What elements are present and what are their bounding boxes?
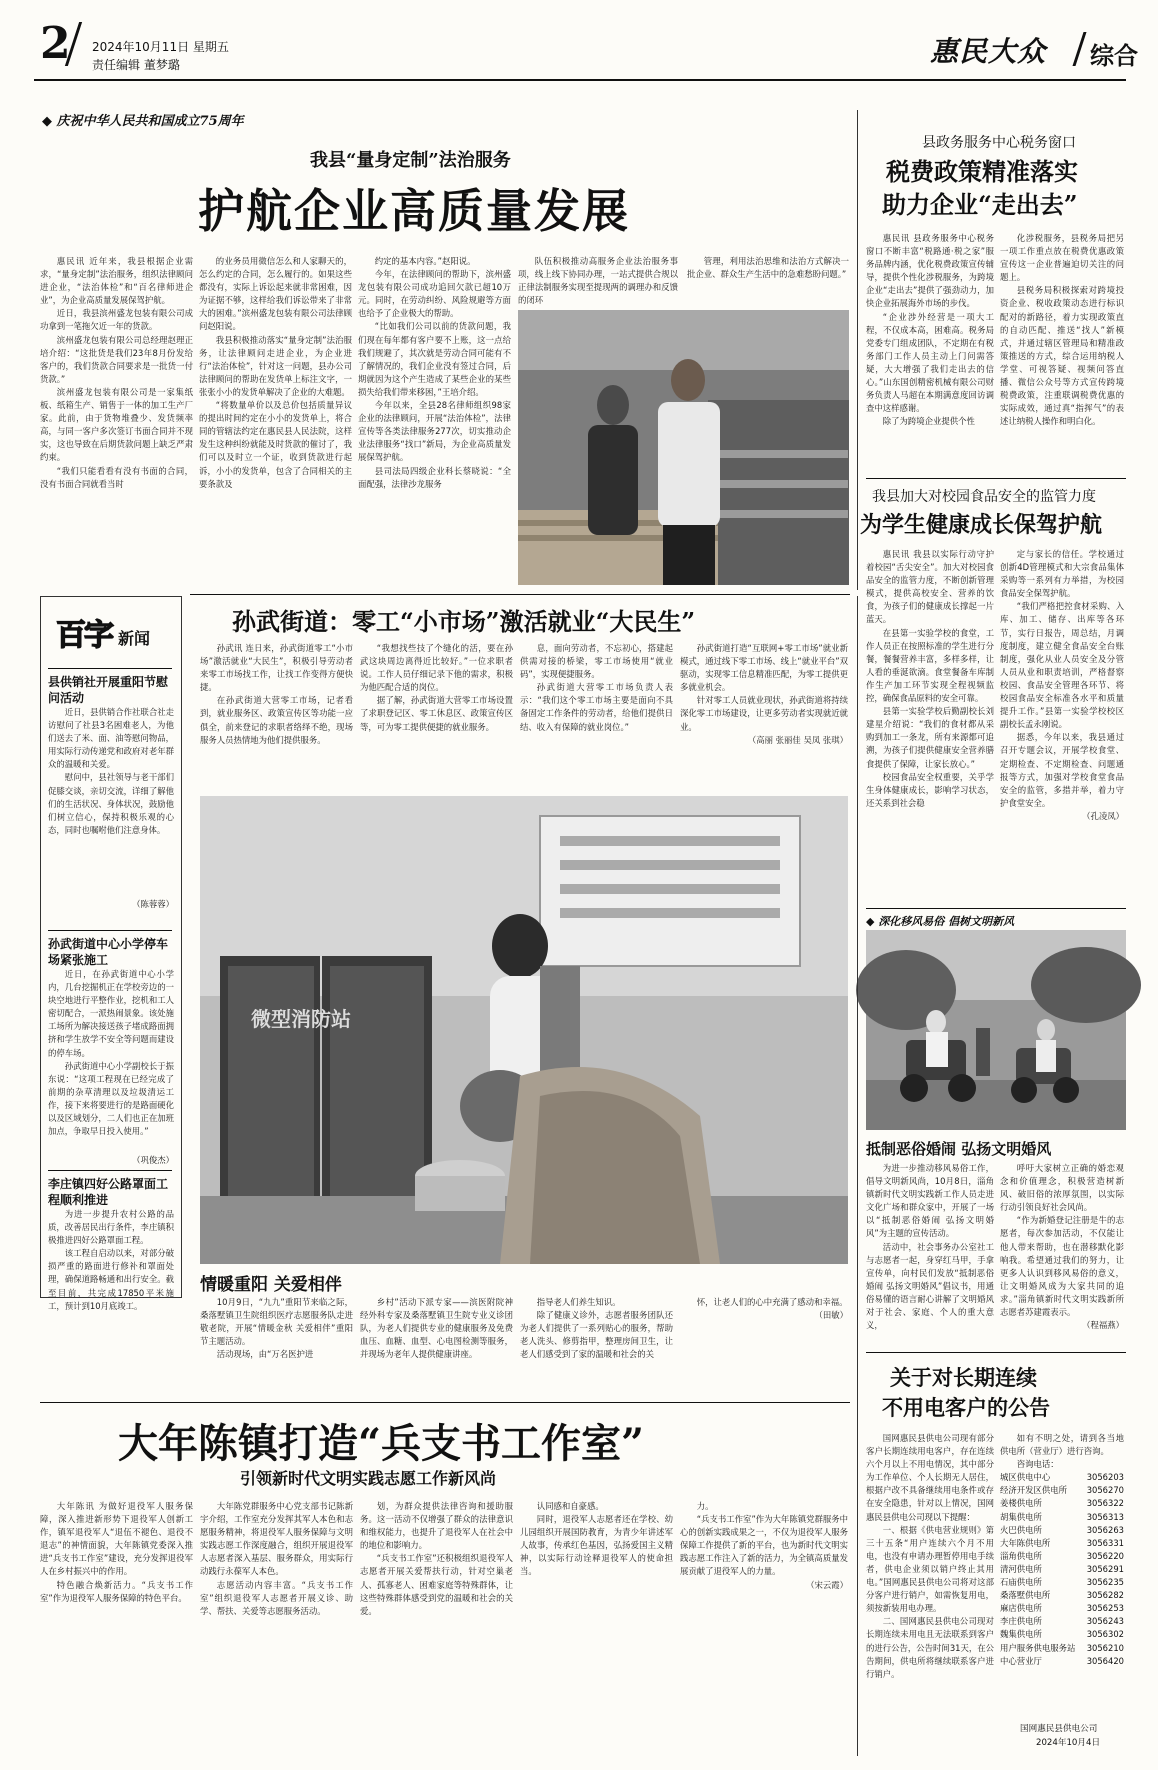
issue-date: 2024年10月11日 星期五 (92, 40, 229, 54)
phone-row (1000, 1563, 1124, 1576)
sunwu-col-1: 孙武讯 连日来，孙武街道零工“小市场”激活就业“大民生”，积极引导劳动者来零工市场找工作，让找工作变得方便快捷。 在孙武街道大营零工市场，记者看到，就业服务区、政策宣传区等功能一应俱全，前来登记的求职者络绎不绝，现场服务人员热情地为他们提供服务。 (200, 643, 353, 745)
section-name: 综合 (1090, 42, 1138, 70)
phone-station-name: 胡集供电所 (1000, 1511, 1042, 1522)
notice-headline-2: 不用电客户的公告 (882, 1395, 1050, 1420)
sidebar-logo-small: 新闻 (118, 629, 151, 648)
tax-headline-2: 助力企业“走出去” (882, 190, 1078, 219)
sidebar-item: 李庄镇四好公路罩面工程顺利推进 为进一步提升农村公路的品质，改善居民出行条件，李庄镇积极推进四好公路罩面工程。 该工程自启动以来，对部分破损严重的路面进行修补和罩面处理，确保道路畅通和出行安全。截至目前，共完成17850平米施工，预计到10月底竣工。 (48, 1177, 174, 1311)
logo-divider (1072, 32, 1086, 66)
phone-row (1000, 1615, 1124, 1628)
phone-station-name: 中心营业厅 (1000, 1655, 1042, 1666)
sidebar-logo-rule (48, 668, 172, 669)
danian-top-rule (40, 1402, 850, 1403)
sunwu-col-2: “我想找些技了个缝化的活，要在孙武这块周边离得近比较好。”一位求职者说。工作人员仔细记录下他的需求，积极为他匹配合适的岗位。 据了解，孙武街道大营零工市场设置了求职登记区、零工休息区、政策宣传区等，可为零工提供便捷的就业服务。 (360, 643, 513, 732)
lead-col-5: 管理，利用法治思维和法治方式解决一批企业、群众生产生活中的急难愁盼问题。” (687, 256, 849, 280)
tax-kicker: 县政务服务中心税务窗口 (922, 135, 1076, 151)
chongyang-headline: 情暖重阳 关爱相伴 (200, 1275, 342, 1295)
phone-row (1000, 1589, 1124, 1602)
sidebar-item-byline: （巩俊杰） (132, 1155, 174, 1165)
sunwu-headline: 孙武街道：零工“小市场”激活就业“大民生” (232, 607, 696, 636)
sidebar-logo-big: 百字 (56, 618, 112, 653)
danian-subhead: 引领新时代文明实践志愿工作新风尚 (240, 1469, 497, 1488)
phone-station-name: 清河供电所 (1000, 1563, 1042, 1574)
phone-row (1000, 1471, 1124, 1484)
lead-col-4: 队伍积极推动高服务企业法治服务事项，线上线下协同办理，一站式提供合规以正律法制服务实现至提现两的调理办和反馈的闭环 (518, 256, 678, 306)
sidebar-item: 孙武街道中心小学停车场紧张施工 近日，在孙武街道中心小学内，几台挖掘机正在学校旁边的一块空地进行平整作业，挖机和工人密切配合，一派热闹景象。该处施工场所为解决接送孩子堵成路面拥挤和学生放学不安全等问题而建设的停车场。 孙武街道中心小学副校长于振东说：“这项工程现在已经完成了前期的杂草清理以及垃圾清运工作，接下来将要进行的是路面硬化以及区域划分，二人们也正在加班加点，争取早日投入使用。” （巩俊杰） (48, 937, 174, 1165)
right-column-rule (857, 596, 858, 1756)
phone-number: 3056203 (1086, 1472, 1124, 1483)
danian-col-1: 大年陈讯 为做好退役军人服务保障，深入推进新形势下退役军人创新工作，镇军退役军人“退伍不褪色、退役不退志”的神情面貌，大年陈镇党委深入推进“兵支书工作室”建设，充分发挥退役军人在乡村振兴中的作用。 特色融合焕新活力。“兵支书工作室”作为退役军人服务保障的特色平台。 (40, 1501, 193, 1603)
diamond-icon: ◆ (42, 114, 52, 129)
notice-col-1: 国网惠民县供电公司现有部分客户长期连续用电客户，存在连续六个月以上不用电情况，其中部分为工作单位、个人长期无人居住，根据户改不具备继续用电条件或存在安全隐患，针对以上情况，国网惠民县供电公司现以下提醒： 一、根据《供电营业规则》第三十五条“用户连续六个月不用电，也没有申请办理暂停用电手续者，供电企业须以销户终止其用电。”国网惠民县供电公司将对这部分客户进行销户，如需恢复用电，须按新装用电办理。 二、国网惠民县供电公司现对长期连续未用电且无法联系到客户的进行公告，公告时间31天，在公告期间，供电所将继续联系客户进行销户。 (866, 1433, 994, 1679)
sunwu-col-3: 息，面向劳动者，不忘初心，搭建起供需对接的桥梁，零工市场使用“就业码”，实现便捷服务。 孙武街道大营零工市场负责人表示：“我们这个零工市场主要是面向不具备固定工作条件的劳动者，给他们提供日结、收入有保障的就业岗位。” (520, 643, 673, 732)
phone-station-name: 姜楼供电所 (1000, 1498, 1042, 1509)
editor-credit: 责任编辑 董梦璐 (92, 58, 180, 72)
phone-station-name: 火巴供电所 (1000, 1524, 1042, 1535)
phone-row (1000, 1497, 1124, 1510)
phone-station-name: 用户服务供电服务站 (1000, 1642, 1076, 1653)
phone-row (1000, 1484, 1124, 1497)
sidebar-item-byline: （陈蓉蓉） (132, 899, 174, 909)
sidebar-logo (52, 606, 170, 662)
phone-list (1000, 1471, 1124, 1667)
phone-station-name: 城区供电中心 (1000, 1472, 1051, 1483)
wedding-col-1: 为进一步推动移风易俗工作，倡导文明新风尚，10月8日，淄角镇新时代文明实践新工作人员走进文化广场和群众家中，开展了一场以“抵制恶俗婚闹 弘扬文明婚风”为主题的宣传活动。 活动中，社会事务办公室社工与志愿者一起，身穿红马甲，手拿宣传单，向村民们发放“抵制恶俗婚闹 弘扬文明婚风”倡议书，用通俗易懂的语言耐心讲解了文明婚风对于社会、家庭、个人的重大意义， (866, 1163, 994, 1331)
phones-title: 咨询电话： (1016, 1459, 1059, 1470)
sidebar-item-title: 孙武街道中心小学停车场紧张施工 (48, 937, 169, 967)
phone-station-name: 淄角供电所 (1000, 1550, 1042, 1561)
food-headline: 为学生健康成长保驾护航 (860, 512, 1103, 538)
chongyang-col-4: 怀，让老人们的心中充满了感动和幸福。 （田敏） (696, 1297, 848, 1321)
danian-col-2: 大年陈党群服务中心党支部书记陈新宇介绍，工作室充分发挥其军人本色和志愿服务精神，将退役军人服务保障与文明实践志愿工作深度融合，组织开展退役军人志愿者深入基层、服务群众，用实际行动践行永葆军人本色。 志愿活动内容丰富。“兵支书工作室”组织退役军人志愿者开展义诊、助学、帮扶、关爱等志愿服务活动。 (200, 1501, 353, 1616)
phone-number: 3056322 (1086, 1498, 1124, 1509)
wedding-headline: 抵制恶俗婚闹 弘扬文明婚风 (866, 1140, 1052, 1158)
lead-col-2: 的业务员用微信怎么和人家聊天的，怎么约定的合同，怎么履行的。如果这些都没有，实际上诉讼起来就非常困难，因为证据不够，这样给我们诉讼带来了非常大的困难。”滨州盛龙包装有限公司法律顾问赵阳说。 我县积极推动落实“量身定制”法治服务，让法律顾问走进企业，为企业进行“法治体检”，针对这一问题，县办公司法律顾问的帮助在发货单上标注文字，一张张小小的发货单解决了企业的大难题。 “将数量单价以及总价包括质量异议的提出时间约定在小小的发货单上，将合同的管辖法约定在惠民县人民法院，这样发生这种纠纷就能及时货款的催讨了，我们可以及时立一个证，收到货款进行起诉，小小的发货单，包含了合同相关的主要条款及 (199, 256, 352, 489)
tax-col-1: 惠民讯 县政务服务中心税务窗口不断丰富“税路通·税之家”服务品牌内涵，优化税费政策宣传辅导，提供个性化涉税服务，为跨境企业“走出去”提供了强劲动力，加快企业拓展海外市场的步伐。 “企业涉外经营是一项大工程，不仅成本高，困难高。税务局党委专门组成团队，不定期在有税务部门工作人员主动上门问需答疑，大大增强了我们走出去的信心。”山东国创精密机械有限公司财务负责人马超在本期满意度回访调查中这样感谢。 除了为跨境企业提供个性 (866, 233, 994, 427)
phone-row (1000, 1576, 1124, 1589)
phone-row (1000, 1642, 1124, 1655)
wedding-photo (866, 930, 1126, 1130)
chongyang-col-1: 10月9日，“九九”重阳节来临之际，桑落墅镇卫生院组织医疗志愿服务队走进敬老院，开展“情暖金秋 关爱相伴”重阳节主题活动。 活动现场，由“万名医护进 (200, 1297, 353, 1360)
phone-row (1000, 1602, 1124, 1615)
phone-station-name: 经济开发区供电所 (1000, 1485, 1067, 1496)
sidebar-divider (48, 930, 172, 931)
sidebar-item: 县供销社开展重阳节慰问活动 近日，县供销合作社联合社走访慰问了社县3名困难老人，为他们送去了米、面、油等慰问物品，用实际行动传递党和政府对老年群众的温暖和关爱。 慰问中，县社领导与老干部们促膝交谈，亲切交流，详细了解他们的生活状况、身体状况，鼓励他们树立信心，保持积极乐观的心态，同时也嘱咐他们注意身体。 （陈蓉蓉） (48, 675, 174, 909)
wedding-banner (866, 913, 1014, 929)
page-number: 2 (40, 18, 71, 69)
sunwu-col-4: 孙武街道打造“互联网+零工市场”就业新模式，通过线下零工市场、线上“就业平台”双驱动，实现零工信息精准匹配，为零工提供更多就业机会。 针对零工人员就业现状，孙武街道将持续深化零工市场建设，让更多劳动者实现就近就业。 （高丽 张丽佳 吴凤 张琪） (680, 643, 848, 745)
wedding-bottom-rule (866, 1352, 1126, 1353)
tax-bottom-rule (866, 478, 1126, 479)
food-bottom-rule (866, 908, 1126, 909)
lead-col-3: 约定的基本内容。”赵阳说。 今年，在法律顾问的帮助下，滨州盛龙包装有限公司成功追回欠款已超10万元。同时，在劳动纠纷、风险规避等方面也给予了企业极大的帮助。 “比如我们公司以前的货款问题，我们现在每年都有客户要不上账，这一点给我们规避了，其次就是劳动合同可能有不了解情况的，我们企业没有签过合同，后期就因为这个产生造成了某些企业的某些损失给我们带来移困，”王培介绍。 今年以来，全县28名律师组织98家企业的法律顾问，开展“法治体检”，法律宣传等各类法律服务277次，切实推动企业法律服务“找口”新局，为企业高质量发展保驾护航。 县司法局四级企业科长蔡晓说：“全面配强，法律沙龙服务 (358, 256, 511, 489)
sidebar-item-title: 县供销社开展重阳节慰问活动 (48, 675, 169, 705)
phone-number: 3056220 (1086, 1550, 1124, 1561)
phone-number: 3056291 (1086, 1563, 1124, 1574)
lead-headline: 护航企业高质量发展 (198, 184, 630, 238)
anniversary-banner-text: 庆祝中华人民共和国成立75周年 (56, 114, 244, 129)
phone-row (1000, 1524, 1124, 1537)
masthead-rule (34, 79, 1126, 81)
danian-col-3: 划，为群众提供法律咨询和援助服务。这一活动不仅增强了群众的法律意识和维权能力，也提升了退役军人在社会中的地位和影响力。 “兵支书工作室”还积极组织退役军人志愿者开展关爱帮扶行动，针对空巢老人、孤寡老人、困难家庭等特殊群体，让这些特殊群体感受到党的温暖和社会的关爱。 (360, 1501, 513, 1616)
phone-row (1000, 1537, 1124, 1550)
food-col-1: 惠民讯 我县以实际行动守护着校园“舌尖安全”。加大对校园食品安全的监管力度，不断创新管理模式，提供高校安全、营养的饮食，为孩子们的健康成长撑起一片蓝天。 在县第一实验学校的食堂，工作人员正在按照标准的学生进行分餐，餐餐营养丰富，多样多样，让人看的垂涎欲滴。食堂餐备车库制作生产加工环节实现全程视频监控，确保食品原料的安全可靠。 县第一实验学校后勤副校长刘建星介绍说：“我们的食材都从采购到加工一条龙，所有来源都可追溯，为孩子们提供健康安全营养膳食提供了保障，让家长放心。” 校园食品安全权重要，关乎学生身体健康成长，影响学习状态，还关系到社会稳 (866, 549, 994, 808)
notice-signoff: 国网惠民县供电公司 (1020, 1724, 1098, 1734)
danian-col-4: 认同感和自豪感。 同时，退役军人志愿者还在学校、幼儿园组织开展国防教育，为青少年讲述军人故事，传承红色基因，弘扬爱国主义精神，以实际行动诠释退役军人的使命担当。 (520, 1501, 673, 1577)
phone-row (1000, 1655, 1124, 1668)
notice-intro: 如有不明之处，请到各当地供电所（营业厅）进行咨询。 (1000, 1433, 1124, 1457)
sidebar-divider (48, 1170, 172, 1171)
phone-row (1000, 1511, 1124, 1524)
lead-kicker: 我县“量身定制”法治服务 (310, 150, 511, 171)
phone-number: 3056302 (1086, 1629, 1124, 1640)
danian-headline: 大年陈镇打造“兵支书工作室” (118, 1420, 645, 1467)
danian-col-5: 力。 “兵支书工作室”作为大年陈镇党群服务中心的创新实践成果之一，不仅为退役军人服务保障工作提供了新的平台，也为新时代文明实践志愿工作注入了新的活力，为全镇高质量发展贡献了退役军人的力量。 （宋云霞） (680, 1501, 848, 1590)
phone-number: 3056243 (1086, 1616, 1124, 1627)
tax-headline-1: 税费政策精准落实 (886, 157, 1078, 186)
notice-date: 2024年10月4日 (1036, 1738, 1101, 1748)
phone-row (1000, 1628, 1124, 1641)
sidebar-item-title: 李庄镇四好公路罩面工程顺利推进 (48, 1177, 169, 1207)
lead-col-1: 惠民讯 近年来，我县根据企业需求，“量身定制”法治服务，组织法律顾问进企业，“法治体检”和“百名律师进企业”，为企业高质量发展保驾护航。 近日，我县滨州盛龙包装有限公司成功拿到一笔拖欠近一年的货款。 滨州盛龙包装有限公司总经理赵理正培介绍：“这批货是我们23年8月份发给客户的，我们货款合同要求是一批货一付货款。” 滨州盛龙包装有限公司是一家集纸板、纸箱生产、销售于一体的加工生产厂家。此前，由于货物堆叠少、发货频率高，与同一客户多次签订书面合同并不现实，这也导致在后期货款问题上缺乏严肃约束。 “我们只能看看有没有书面的合同，没有书面合同就看当时 (40, 256, 193, 489)
sunwu-top-rule (190, 594, 850, 595)
phone-row (1000, 1550, 1124, 1563)
masthead-logo: 惠民大众 (930, 35, 1047, 68)
phone-station-name: 石庙供电所 (1000, 1577, 1042, 1588)
food-kicker: 我县加大对校园食品安全的监管力度 (872, 489, 1096, 505)
phone-station-name: 李庄供电所 (1000, 1616, 1042, 1627)
anniversary-banner (42, 110, 244, 129)
phone-station-name: 大年陈供电所 (1000, 1537, 1051, 1548)
phone-number: 3056253 (1086, 1603, 1124, 1614)
phone-number: 3056263 (1086, 1524, 1124, 1535)
wedding-col-2: 呼吁大家树立正确的婚恋观念和价值理念，积极营造树新风、破旧俗的浓厚氛围，以实际行动引领良好社会风尚。 “作为新婚登记注册是牛的志愿者，每次参加活动，不仅能让他人带来帮助，也在潜移默化影响我。希望通过我们的努力，让更多人认识到移风易俗的意义，让文明婚风成为大家共同的追求。”淄角镇新时代文明实践新所志愿者苏建霞表示。 （程福燕） (1000, 1163, 1124, 1331)
phone-number: 3056313 (1086, 1511, 1124, 1522)
notice-col-2 (1000, 1432, 1124, 1668)
food-col-2: 定与家长的信任。学校通过创新4D管理模式和大宗食品集体采购等一系列有力举措，为校园食品安全保驾护航。 “我们严格把控食材采购、入库、加工、储存、出库等各环节，实行日报告，周总结，月调度制度，建立健全食品安全台账制度，强化从业人员安全及分管人员从业和职责培训，严格督察校园、食品安全管理各环节、将校园食品安全标准各水平和质量提升工作。”县第一实验学校校区副校长孟永刚说。 据悉，今年以来，我县通过召开专题会议，开展学校食堂、定期检查、不定期检查、问题通报等方式，加强对学校食堂食品安全的监管，多措并举，着力守护食堂安全。 （孔凌凤） (1000, 549, 1124, 821)
phone-number: 3056270 (1086, 1485, 1124, 1496)
tax-col-2: 化涉税服务，县税务局把另一项工作重点放在税费优惠政策宣传这一企业普遍迫切关注的问题上。 县税务局积极探索对跨境投资企业、税收政策动态进行标识配对的新路径，着力实现政策直的自动匹配、推送“找人”新模式，并通过辖区管理局和精准政策推送的方式，综合运用纳税人学堂、可视答疑、视频问答直播、微信公众号等方式宣传跨境税费政策，注重联调税费优惠的实际成效，通过真“指挥气”的表述让纳税人操作和明白化。 (1000, 233, 1124, 427)
notice-headline-1: 关于对长期连续 (890, 1365, 1037, 1390)
phone-number: 3056210 (1086, 1642, 1124, 1653)
phone-station-name: 桑落墅供电所 (1000, 1590, 1051, 1601)
phone-number: 3056235 (1086, 1577, 1124, 1588)
chongyang-col-3: 指导老人们养生知识。 除了健康义诊外，志愿者服务团队还为老人们提供了一系列贴心的服务，帮助老人洗头、修剪指甲，整理房间卫生，让老人们感受到了家的温暖和社会的关 (520, 1297, 673, 1360)
wedding-banner-text: 深化移风易俗 倡树文明新风 (878, 915, 1015, 928)
lead-photo (518, 310, 849, 585)
lead-right-rule (857, 110, 858, 590)
phone-number: 3056282 (1086, 1590, 1124, 1601)
diamond-icon: ◆ (866, 915, 875, 928)
phone-station-name: 麻店供电所 (1000, 1603, 1042, 1614)
phone-number: 3056420 (1086, 1655, 1124, 1666)
phone-station-name: 魏集供电所 (1000, 1629, 1042, 1640)
chongyang-photo (200, 796, 848, 1264)
phone-number: 3056331 (1086, 1537, 1124, 1548)
chongyang-col-2: 乡村”活动下派专家——滨医附院神经外科专家及桑落墅镇卫生院专业义诊团队，为老人们提供专业的健康服务及免费血压、血糖、血型、心电图检测等服务，并现场为老年人提供健康讲座。 (360, 1297, 513, 1360)
cabinet-sign: 微型消防站 (251, 1007, 351, 1031)
